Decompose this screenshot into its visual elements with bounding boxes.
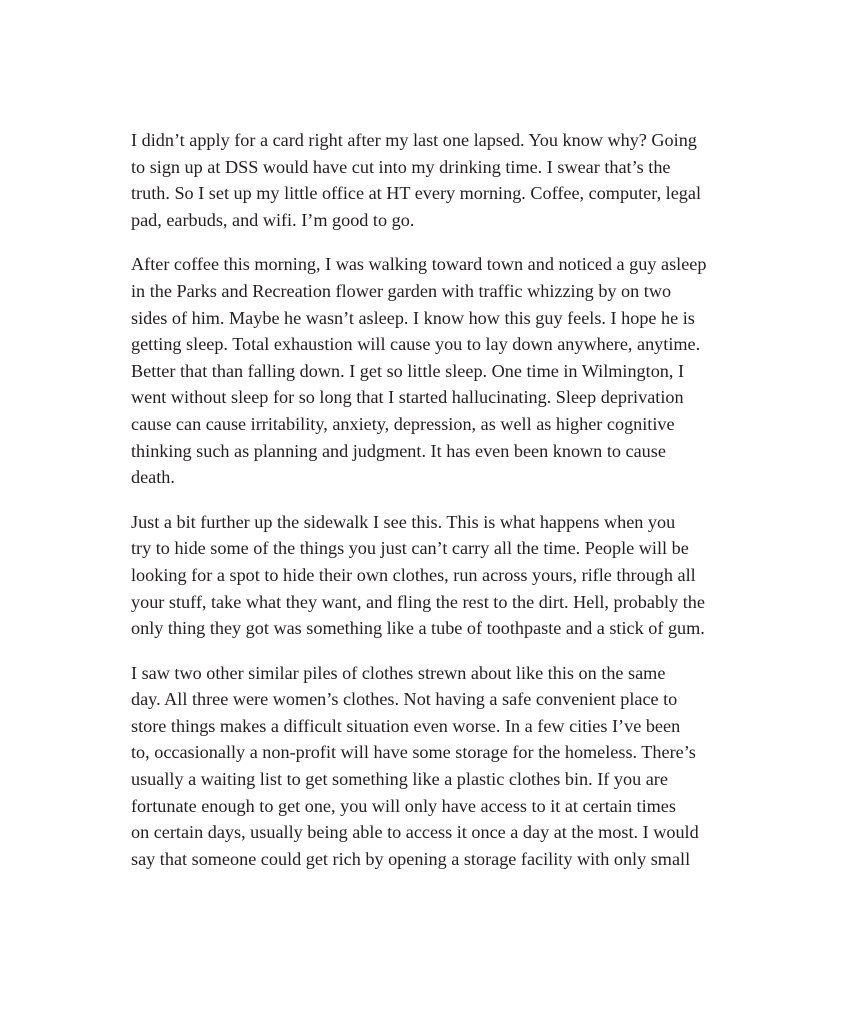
- text-line: day. All three were women’s clothes. Not having a safe convenient place to: [131, 689, 678, 710]
- text-line: in the Parks and Recreation flower garden with traffic whizzing by on two: [131, 280, 672, 301]
- paragraph-3: [131, 509, 721, 642]
- paragraph-1: [131, 127, 721, 233]
- text-line: to, occasionally a non-profit will have some storage for the homeless. There’s: [131, 742, 696, 763]
- paragraph-4: [131, 660, 721, 873]
- text-line: usually a waiting list to get something like a plastic clothes bin. If you are: [131, 769, 668, 790]
- text-line: store things makes a difficult situation even worse. In a few cities I’ve been: [131, 715, 681, 736]
- text-line: went without sleep for so long that I started hallucinating. Sleep deprivation: [131, 387, 684, 408]
- text-line: death.: [131, 467, 175, 488]
- text-line: Just a bit further up the sidewalk I see this. This is what happens when you: [131, 511, 676, 532]
- text-line: I didn’t apply for a card right after my last one lapsed. You know why? Going: [131, 130, 697, 150]
- paragraph-2: [131, 251, 721, 490]
- text-line: try to hide some of the things you just can’t carry all the time. People will be: [131, 538, 689, 559]
- text-line: your stuff, take what they want, and fling the rest to the dirt. Hell, probably the: [131, 591, 705, 612]
- text-line: getting sleep. Total exhaustion will cause you to lay down anywhere, anytime.: [131, 334, 701, 355]
- text-line: thinking such as planning and judgment. It has even been known to cause: [131, 440, 666, 461]
- text-line: pad, earbuds, and wifi. I’m good to go.: [131, 209, 415, 230]
- text-line: cause can cause irritability, anxiety, depression, as well as higher cognitive: [131, 413, 675, 434]
- text-line: looking for a spot to hide their own clothes, run across yours, rifle through all: [131, 564, 696, 585]
- text-line: After coffee this morning, I was walking toward town and noticed a guy asleep: [131, 254, 707, 275]
- text-line: fortunate enough to get one, you will only have access to it at certain times: [131, 795, 676, 816]
- text-line: to sign up at DSS would have cut into my drinking time. I swear that’s the: [131, 156, 671, 177]
- text-line: say that someone could get rich by opening a storage facility with only small: [131, 848, 691, 869]
- text-line: Better that than falling down. I get so little sleep. One time in Wilmington, I: [131, 360, 685, 381]
- text-line: truth. So I set up my little office at HT every morning. Coffee, computer, legal: [131, 183, 702, 204]
- text-line: on certain days, usually being able to access it once a day at the most. I would: [131, 822, 699, 843]
- text-line: sides of him. Maybe he wasn’t asleep. I know how this guy feels. I hope he is: [131, 307, 695, 328]
- text-line: I saw two other similar piles of clothes strewn about like this on the same: [131, 662, 666, 683]
- text-line: only thing they got was something like a tube of toothpaste and a stick of gum.: [131, 618, 705, 639]
- body-text: [131, 127, 721, 890]
